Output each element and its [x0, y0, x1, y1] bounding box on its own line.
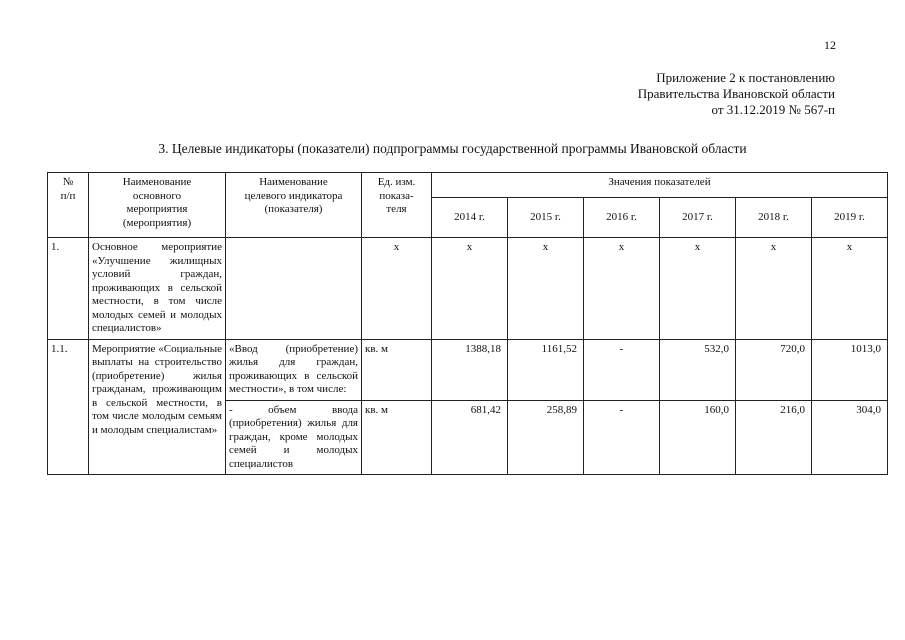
row-value: х: [584, 238, 660, 340]
header-year: 2017 г.: [660, 198, 736, 238]
row-value: 1161,52: [508, 339, 584, 400]
row-value: 720,0: [736, 339, 812, 400]
row-event: Мероприятие «Социальные выплаты на строительство (приобретение) жилья гражданам, проживающим в сельской местности, в том числе молодым семьям и молодым специалистам»: [89, 339, 226, 475]
header-num: № п/п: [48, 173, 89, 238]
row-num: 1.1.: [48, 339, 89, 475]
page-number: 12: [824, 38, 836, 52]
row-value: х: [812, 238, 888, 340]
appendix-header: [638, 70, 835, 118]
document-title: 3. Целевые индикаторы (показатели) подпрограммы государственной программы Ивановской области: [158, 141, 747, 156]
row-value: 216,0: [736, 400, 812, 475]
appendix-line-2: Правительства Ивановской области: [637, 86, 835, 101]
header-year: 2018 г.: [736, 198, 812, 238]
table-row: [48, 339, 888, 400]
appendix-line-3: от 31.12.2019 № 567-п: [711, 102, 835, 117]
row-value: 681,42: [432, 400, 508, 475]
appendix-line-1: Приложение 2 к постановлению: [656, 70, 835, 85]
row-value: 160,0: [660, 400, 736, 475]
row-event: Основное мероприятие «Улучшение жилищных условий граждан, проживающих в сельской местности, в том числе молодых семей и молодых специалистов»: [89, 238, 226, 340]
header-year: 2015 г.: [508, 198, 584, 238]
row-num: 1.: [48, 238, 89, 340]
row-value: х: [736, 238, 812, 340]
row-value: 1013,0: [812, 339, 888, 400]
indicators-table: [47, 172, 888, 475]
table-row: [48, 238, 888, 340]
row-unit: х: [362, 238, 432, 340]
header-row-1: [48, 173, 888, 198]
row-value: 532,0: [660, 339, 736, 400]
row-value: х: [432, 238, 508, 340]
header-year: 2014 г.: [432, 198, 508, 238]
row-value: х: [660, 238, 736, 340]
row-value: -: [584, 339, 660, 400]
row-indicator: [226, 238, 362, 340]
header-indicator: Наименование целевого индикатора (показателя): [226, 173, 362, 238]
header-unit: Ед. изм. показа- теля: [362, 173, 432, 238]
header-values-group: Значения показателей: [432, 173, 888, 198]
row-indicator: - объем ввода (приобретения) жилья для граждан, кроме молодых семей и молодых специалистов: [226, 400, 362, 475]
header-event: Наименование основного мероприятия (мероприятия): [89, 173, 226, 238]
header-year: 2016 г.: [584, 198, 660, 238]
row-indicator: «Ввод (приобретение) жилья для граждан, проживающих в сельской местности», в том числе:: [226, 339, 362, 400]
row-value: х: [508, 238, 584, 340]
row-unit: кв. м: [362, 339, 432, 400]
row-value: 258,89: [508, 400, 584, 475]
row-value: 1388,18: [432, 339, 508, 400]
row-unit: кв. м: [362, 400, 432, 475]
row-value: -: [584, 400, 660, 475]
header-year: 2019 г.: [812, 198, 888, 238]
row-value: 304,0: [812, 400, 888, 475]
